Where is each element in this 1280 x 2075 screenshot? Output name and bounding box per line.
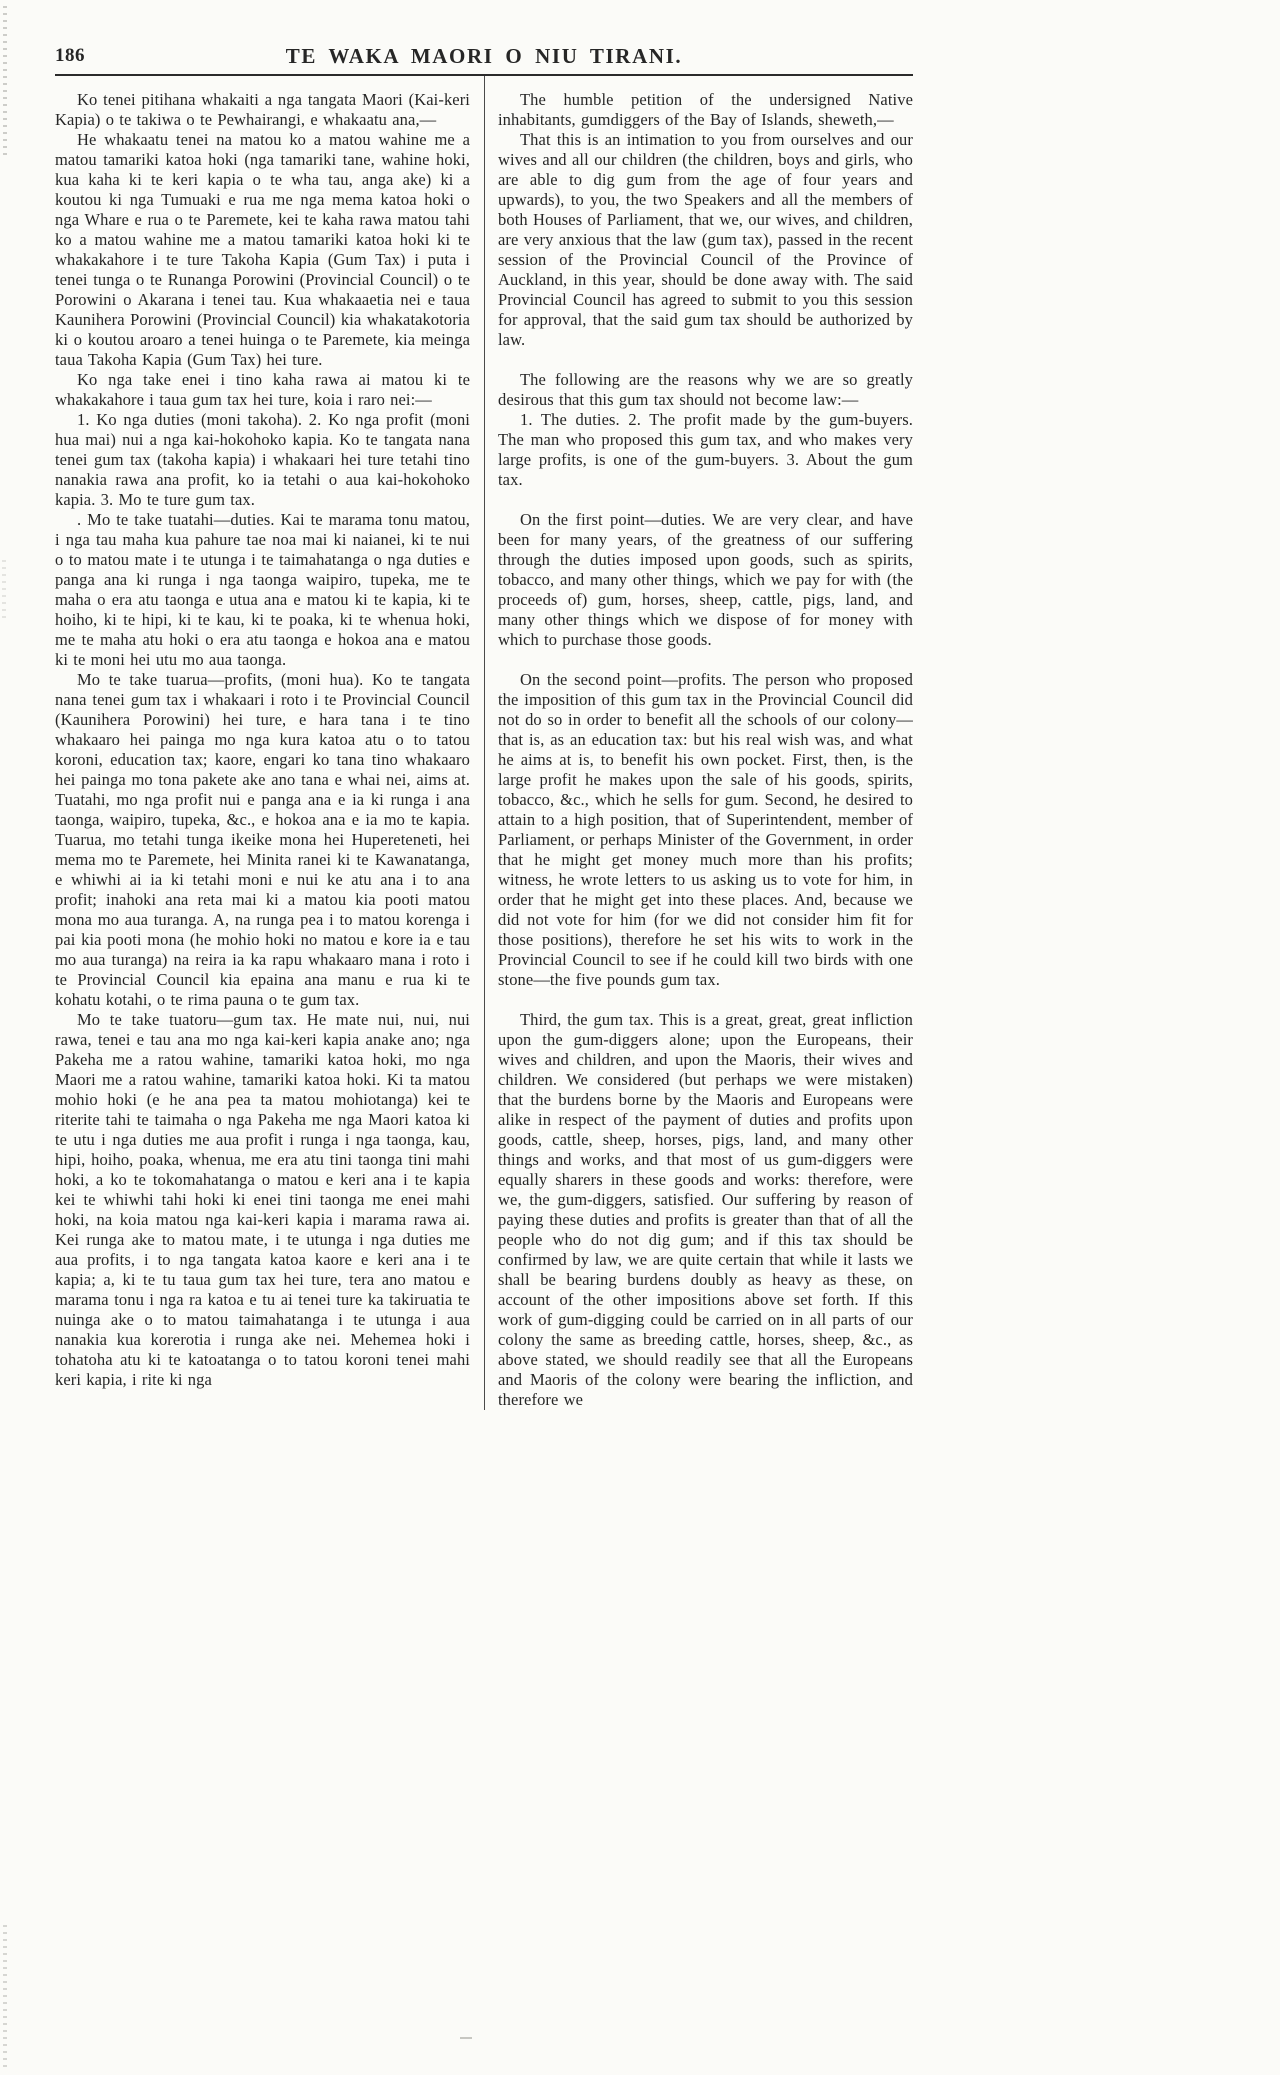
english-paragraph: On the second point—profits. The person who proposed the imposition of this gum tax in the Provincial Council did not do so in order to benefit all the schools of our colony—that is, as an education tax: but his real wish was, and what he aims at is, to benefit his own pocket. First, then, is the large profit he makes upon the sale of his goods, spirits, tobacco, &c., which he sells for gum. Second, he desired to attain to a high position, that of Superintendent, member of Parliament, or perhaps Minister of the Government, in order that he might get money much more than his profits; witness, he wrote letters to us asking us to vote for him, in order that he might get into these places. And, because we did not vote for him (for we did not consider him fit for those positions), therefore he set his wits to work in the Provincial Council to see if he could kill two birds with one stone—the five pounds gum tax. [498,670,913,989]
english-paragraph: That this is an intimation to you from ourselves and our wives and all our children (the children, boys and girls, who are able to dig gum from the age of four years and upwards), to you, the two Speakers and all the members of both Houses of Parliament, that we, our wives, and children, are very anxious that the law (gum tax), passed in the recent session of the Provincial Council of the Province of Auckland, in this year, should be done away with. The said Provincial Council has agreed to submit to you this session for approval, that the said gum tax should be authorized by law. [498,130,913,349]
maori-paragraph: Mo te take tuarua—profits, (moni hua). Ko te tangata nana tenei gum tax i whakaari i roto i te Provincial Council (Kaunihera Porowini) hei ture, e hara tana i te tino whakaaro hei painga mo nga kura katoa atu o to tatou koroni, education tax; kaore, engari ko tana tino whakaaro hei painga mo tona pakete ake ano tana e whai nei, aims at. Tuatahi, mo nga profit nui e panga ana e ia ki runga i ana taonga, waipiro, tupeka, &c., e hokoa ana e ia mo te kapia. Tuarua, mo tetahi tunga ikeike mona hei Hupereteneti, hei mema mo te Paremete, hei Minita ranei ki te Kawanatanga, e whiwhi ai ia ki tetahi moni e nui ke atu ana i to ana profit; inahoki ana reta mai ki a matou kia pooti matou mona mo aua turanga. A, na runga pea i to matou korenga i pai kia pooti mona (he mohio hoki no matou e kore ia e tau mo aua turanga) na reira ia ka rapu whakaaro mana i roto i te Provincial Council kia epaina ana manu e rua ki te kohatu kotahi, o te rima pauna o te gum tax. [55,670,470,1009]
scan-artifact [3,6,7,156]
english-paragraph: The following are the reasons why we are so greatly desirous that this gum tax should not become law:— [498,370,913,409]
maori-paragraph: Ko nga take enei i tino kaha rawa ai matou ki te whakakahore i taua gum tax hei ture, koia i raro nei:— [55,370,470,409]
english-paragraph: On the first point—duties. We are very clear, and have been for many years, of the greatness of our suffering through the duties imposed upon goods, such as spirits, tobacco, and many other things, which we pay for with (the proceeds of) gum, horses, sheep, cattle, pigs, land, and many other things which we dispose of for money with which to purchase those goods. [498,510,913,649]
scan-artifact [460,2037,472,2039]
english-paragraph: The humble petition of the undersigned Native inhabitants, gumdiggers of the Bay of Islands, sheweth,— [498,90,913,129]
maori-paragraph: . Mo te take tuatahi—duties. Kai te marama tonu matou, i nga tau maha kua pahure tae noa mai ki naianei, ki te nui o to matou mate i te utunga i te taimahatanga o nga duties e panga ana ki runga i nga taonga waipiro, tupeka, me te maha o era atu taonga e utua ana e matou ki te kapia, ki te hoiho, ki te hipi, ki te kau, ki te poaka, ki te whenua hoki, me te maha atu hoki o era atu taonga e hokoa ana e matou ki te moni hei utu mo aua taonga. [55,510,470,669]
maori-paragraph: He whakaatu tenei na matou ko a matou wahine me a matou tamariki katoa hoki (nga tamariki tane, wahine hoki, kua kaha ki te keri kapia o te wha tau, anga ake) ki a koutou ki nga Tumuaki e rua me nga mema katoa hoki o nga Whare e rua o te Paremete, kei te kaha rawa matou tahi ko a matou wahine me a matou tamariki katoa hoki ki te whakakahore i te ture Takoha Kapia (Gum Tax) i puta i tenei tunga o te Runanga Porowini (Provincial Council) o te Porowini o Akarana i tenei tau. Kua whakaaetia nei e taua Kaunihera Porowini (Provincial Council) kia whakatakotoria ki o koutou aroaro a tenei huinga o te Paremete, kia meinga taua Takoha Kapia (Gum Tax) hei ture. [55,130,470,369]
article-columns [55,76,913,1410]
maori-paragraph: 1. Ko nga duties (moni takoha). 2. Ko nga profit (moni hua mai) nui a nga kai-hokohoko kapia. Ko te tangata nana tenei gum tax (takoha kapia) i whakaari hei ture tetahi tino nanakia rawa ana profit, ko ia tetahi o aua kai-hokohoko kapia. 3. Mo te ture gum tax. [55,410,470,509]
english-paragraph: Third, the gum tax. This is a great, great, great infliction upon the gum-diggers alone; upon the Europeans, their wives and children, and upon the Maoris, their wives and children. We considered (but perhaps we were mistaken) that the burdens borne by the Maoris and Europeans were alike in respect of the payment of duties and profits upon goods, cattle, sheep, horses, pigs, land, and many other things and works, and that most of us gum-diggers were equally sharers in these goods and works: therefore, were we, the gum-diggers, satisfied. Our suffering by reason of paying these duties and profits is greater than that of all the people who do not dig gum; and if this tax should be confirmed by law, we are quite certain that while it lasts we shall be bearing burdens doubly as heavy as these, on account of the other impositions above set forth. If this work of gum-digging could be carried on in all parts of our colony the same as breeding cattle, horses, sheep, &c., as above stated, we should readily see that all the Europeans and Maoris of the colony were bearing the infliction, and therefore we [498,1010,913,1409]
maori-paragraph: Mo te take tuatoru—gum tax. He mate nui, nui, nui rawa, tenei e tau ana mo nga kai-keri kapia anake ano; nga Pakeha me a ratou wahine, tamariki katoa hoki, mo nga Maori me a ratou wahine, tamariki katoa hoki. Ki ta matou mohio hoki (e he ana pea ta matou mohiotanga) kei te riterite tahi te taimaha o nga Pakeha me nga Maori katoa ki te utu i nga duties me aua profit i runga i nga taonga, kau, hipi, hoiho, poaka, whenua, me era atu tini taonga tini mahi hoki, a ko te tokomahatanga o matou e keri ana i te kapia kei te whiwhi tahi hoki ki enei tini taonga me enei mahi hoki, na koia matou nga kai-keri kapia i marama rawa ai. Kei runga ake to matou mate, i te utunga i nga duties me aua profits, i to nga tangata katoa kaore e keri ana i te kapia; a, ki te tu taua gum tax hei ture, tera ano matou e marama tonu i nga ra katoa e tu ai tenei ture ka takiruatia te nuinga ake o to matou taimahatanga i te utunga i aua nanakia kua korerotia i runga ake nei. Mehemea hoki i tohatoha atu ki te katoatanga o to tatou koroni tenei mahi keri kapia, i rite ki nga [55,1010,470,1389]
maori-paragraph: Ko tenei pitihana whakaiti a nga tangata Maori (Kai-keri Kapia) o te takiwa o te Pewhairangi, e whakaatu ana,— [55,90,470,129]
masthead-title: TE WAKA MAORI O NIU TIRANI. [285,44,683,68]
english-paragraph: 1. The duties. 2. The profit made by the gum-buyers. The man who proposed this gum tax, and who makes very large profits, is one of the gum-buyers. 3. About the gum tax. [498,410,913,489]
page-number: 186 [55,45,85,66]
scan-artifact [3,1925,7,2070]
column-divider [484,76,485,1410]
newspaper-page [55,0,913,1410]
page-header [55,0,913,74]
scan-artifact [2,560,6,620]
